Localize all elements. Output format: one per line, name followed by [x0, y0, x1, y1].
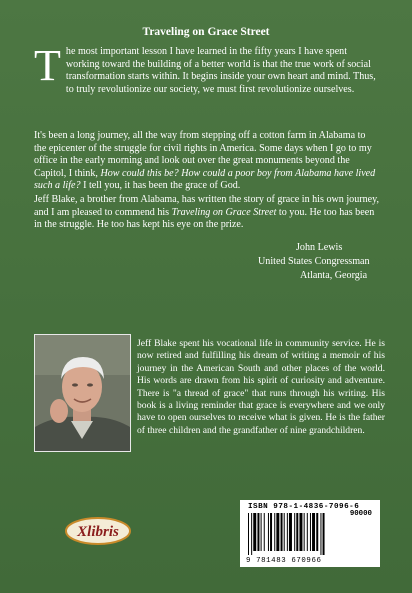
signature-name: John Lewis [296, 242, 343, 253]
publisher-logo [64, 515, 132, 547]
signature-role: United States Congressman [258, 256, 370, 267]
author-photo [34, 334, 131, 452]
barcode [240, 500, 380, 567]
drop-cap: T [34, 41, 61, 90]
paragraph-2-text-a: It's been a long journey, all the way from stepping off a cotton farm in Alabama to the epicenter of the struggle for civil rights in America. Some days when I go to my office in the early morning and look out over the great monuments beyond the Capitol, I think, [34, 130, 372, 179]
barcode-addon: 90000 [349, 510, 372, 518]
book-title: Traveling on Grace Street [142, 26, 270, 38]
barcode-bars-icon [246, 513, 374, 555]
author-portrait-image [35, 335, 130, 451]
paragraph-2-text-b: I tell you, it has been the grace of God. [80, 180, 241, 192]
xlibris-logo-icon [64, 515, 132, 547]
paragraph-2-italic: How could this be? How could a poor boy from Alabama have lived such a life? [34, 167, 376, 192]
paragraph-1-text: he most important lesson I have learned in the fifty years I have spent working toward the building of a better world is that the true work of social transformation starts within. It begins inside your own heart and mind. Thus, to truly revolutionize our society, we must first revolutionize ourselves. [65, 46, 376, 95]
foreword-paragraph-3 [34, 194, 380, 232]
foreword-paragraph-2 [34, 130, 380, 193]
isbn-number: ISBN 978-1-4836-7096-6 [248, 503, 360, 511]
author-bio: Jeff Blake spent his vocational life in community service. He is now retired and fulfilling his dream of writing a memoir of his journey in the American South and other places of the world. His words are drawn from his spirit of curiosity and adventure. There is "a thread of grace" that runs through his writing. His book is a living reminder that grace is everywhere and we only have to open ourselves to receive what is given. He is the father of three children and the grandfather of nine grandchildren. [137, 338, 385, 436]
barcode-digits: 9 781483 670966 [246, 557, 322, 565]
foreword-paragraph-1 [34, 41, 380, 96]
paragraph-3-text-b: to you. He too has been in the struggle. He too has kept his eye on the prize. [34, 206, 375, 231]
signature-place: Atlanta, Georgia [300, 270, 368, 281]
publisher-name: Xlibris [77, 524, 119, 540]
paragraph-3-italic: Traveling on Grace Street [171, 206, 277, 218]
paragraph-3-text-a: Jeff Blake, a brother from Alabama, has written the story of grace in his own journey, and I am pleased to commend his [34, 194, 380, 218]
